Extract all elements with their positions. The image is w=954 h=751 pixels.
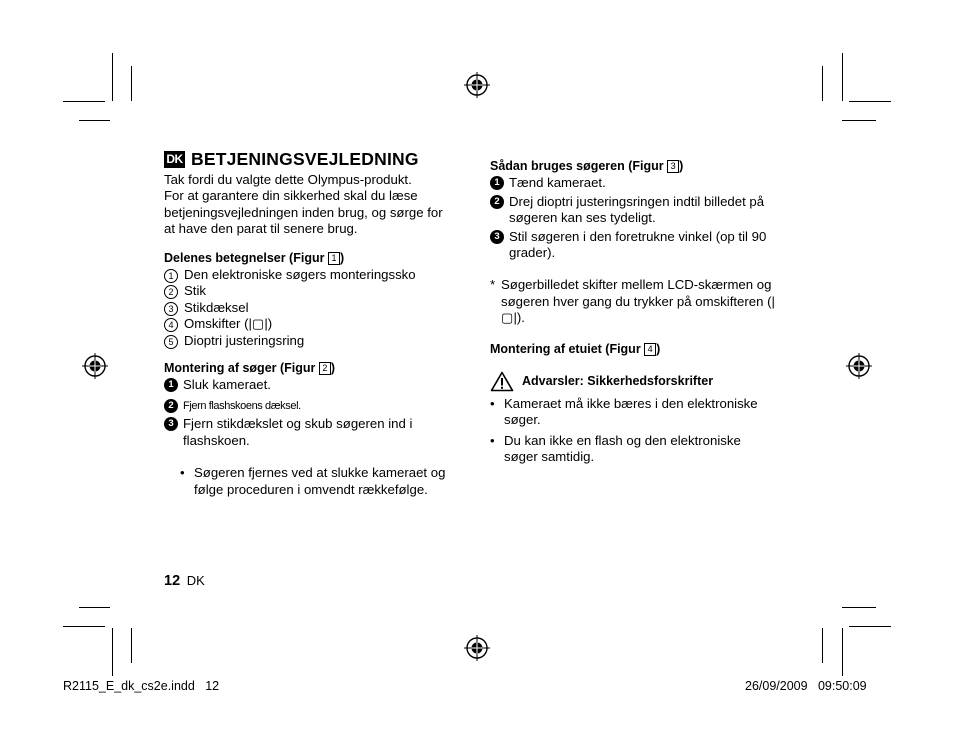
item-number: 5	[164, 335, 178, 349]
list-item	[164, 316, 464, 332]
item-number: 2	[164, 285, 178, 299]
item-number: 4	[164, 318, 178, 332]
intro-line: betjeningsvejledningen inden brug, og sørge for	[164, 204, 443, 220]
usage-heading: Sådan bruges søgeren (Figur 3 )	[490, 159, 684, 173]
step-text: Fjern stikdækslet og skub søgeren ind i flashskoen.	[183, 416, 413, 448]
step-number: 1	[490, 176, 504, 190]
warning-item	[490, 433, 792, 466]
item-text: Stikdæksel	[184, 299, 249, 315]
usage-note	[490, 277, 792, 326]
parts-heading: Delenes betegnelser (Figur 1 )	[164, 250, 345, 265]
language-badge: DK	[164, 151, 185, 168]
figure-ref: 2	[319, 362, 331, 375]
step-item	[490, 194, 792, 227]
note-text: Søgerbilledet skifter mellem LCD-skærmen og søgeren hver gang du trykker på omskifteren (|▢|).	[501, 277, 775, 326]
registration-mark-icon	[846, 353, 872, 379]
step-text: Sluk kameraet.	[183, 377, 271, 393]
page-title: BETJENINGSVEJLEDNING	[191, 149, 419, 170]
case-heading-text: Montering af etuiet (Figur	[490, 341, 641, 356]
intro-text	[164, 172, 464, 238]
step-number: 3	[164, 417, 178, 431]
step-number: 2	[490, 195, 504, 209]
step-text: Tænd kameraet.	[509, 175, 606, 191]
registration-mark-icon	[82, 353, 108, 379]
title-row	[164, 151, 464, 168]
asterisk-icon: *	[490, 277, 496, 293]
step-item	[164, 416, 464, 449]
registration-mark-icon	[464, 635, 490, 661]
warning-triangle-icon	[490, 371, 514, 392]
item-text: Dioptri justeringsring	[184, 332, 305, 348]
item-text: Den elektroniske søgers monteringssko	[184, 267, 416, 283]
figure-ref: 3	[667, 160, 679, 173]
step-item	[490, 175, 792, 191]
bullet-icon: •	[490, 396, 495, 412]
list-item	[164, 300, 464, 316]
page-lang: DK	[186, 573, 205, 588]
step-item	[490, 229, 792, 262]
case-heading: Montering af etuiet (Figur 4 )	[490, 341, 661, 356]
parts-heading-text: Delenes betegnelser (Figur	[164, 250, 325, 265]
bullet-icon: •	[490, 432, 495, 448]
step-text: Stil søgeren i den foretrukne vinkel (op til 90 grader).	[509, 228, 767, 261]
warning-text: Du kan ikke en flash og den elektroniske søger samtidig.	[504, 432, 741, 465]
list-item	[164, 267, 464, 283]
mounting-heading: Montering af søger (Figur 2 )	[164, 361, 336, 376]
usage-heading-text: Sådan bruges søgeren (Figur	[490, 159, 664, 173]
intro-line: Tak fordi du valgte dette Olympus-produkt.	[164, 172, 412, 187]
mounting-heading-text: Montering af søger (Figur	[164, 361, 316, 376]
slug-date: 26/09/2009 09:50:09	[745, 679, 867, 693]
step-number: 3	[490, 230, 504, 244]
list-item	[164, 333, 464, 349]
intro-line: at have den parat til senere brug.	[164, 221, 358, 237]
item-text: Stik	[184, 283, 206, 299]
note-text: Søgeren fjernes ved at slukke kameraet og følge proceduren i omvendt rækkefølge.	[194, 465, 446, 497]
warning-item	[490, 396, 792, 429]
note-item	[164, 465, 464, 498]
step-number: 2	[164, 399, 178, 413]
figure-ref: 4	[644, 343, 656, 356]
registration-mark-icon	[464, 72, 490, 98]
left-column	[164, 151, 464, 498]
bullet-icon: •	[180, 465, 185, 481]
warnings-heading-text: Advarsler: Sikkerhedsforskrifter	[522, 374, 714, 389]
warnings-heading	[490, 371, 792, 392]
page-number	[164, 573, 205, 589]
step-text: Drej dioptri justeringsringen indtil billedet på søgeren kan ses tydeligt.	[509, 193, 765, 226]
page-number-value: 12	[164, 573, 181, 589]
item-number: 3	[164, 302, 178, 316]
right-column	[490, 158, 792, 466]
figure-ref: 1	[328, 252, 340, 265]
step-item	[164, 377, 464, 393]
step-item	[164, 398, 464, 414]
item-number: 1	[164, 269, 178, 283]
slug-file: R2115_E_dk_cs2e.indd 12	[63, 679, 220, 693]
item-text: Omskifter (|▢|)	[184, 316, 273, 332]
list-item	[164, 283, 464, 299]
intro-line: For at garantere din sikkerhed skal du læse	[164, 188, 418, 204]
step-number: 1	[164, 378, 178, 392]
warning-text: Kameraet må ikke bæres i den elektroniske søger.	[504, 396, 758, 428]
step-text: Fjern flashskoens dæksel.	[183, 399, 301, 412]
